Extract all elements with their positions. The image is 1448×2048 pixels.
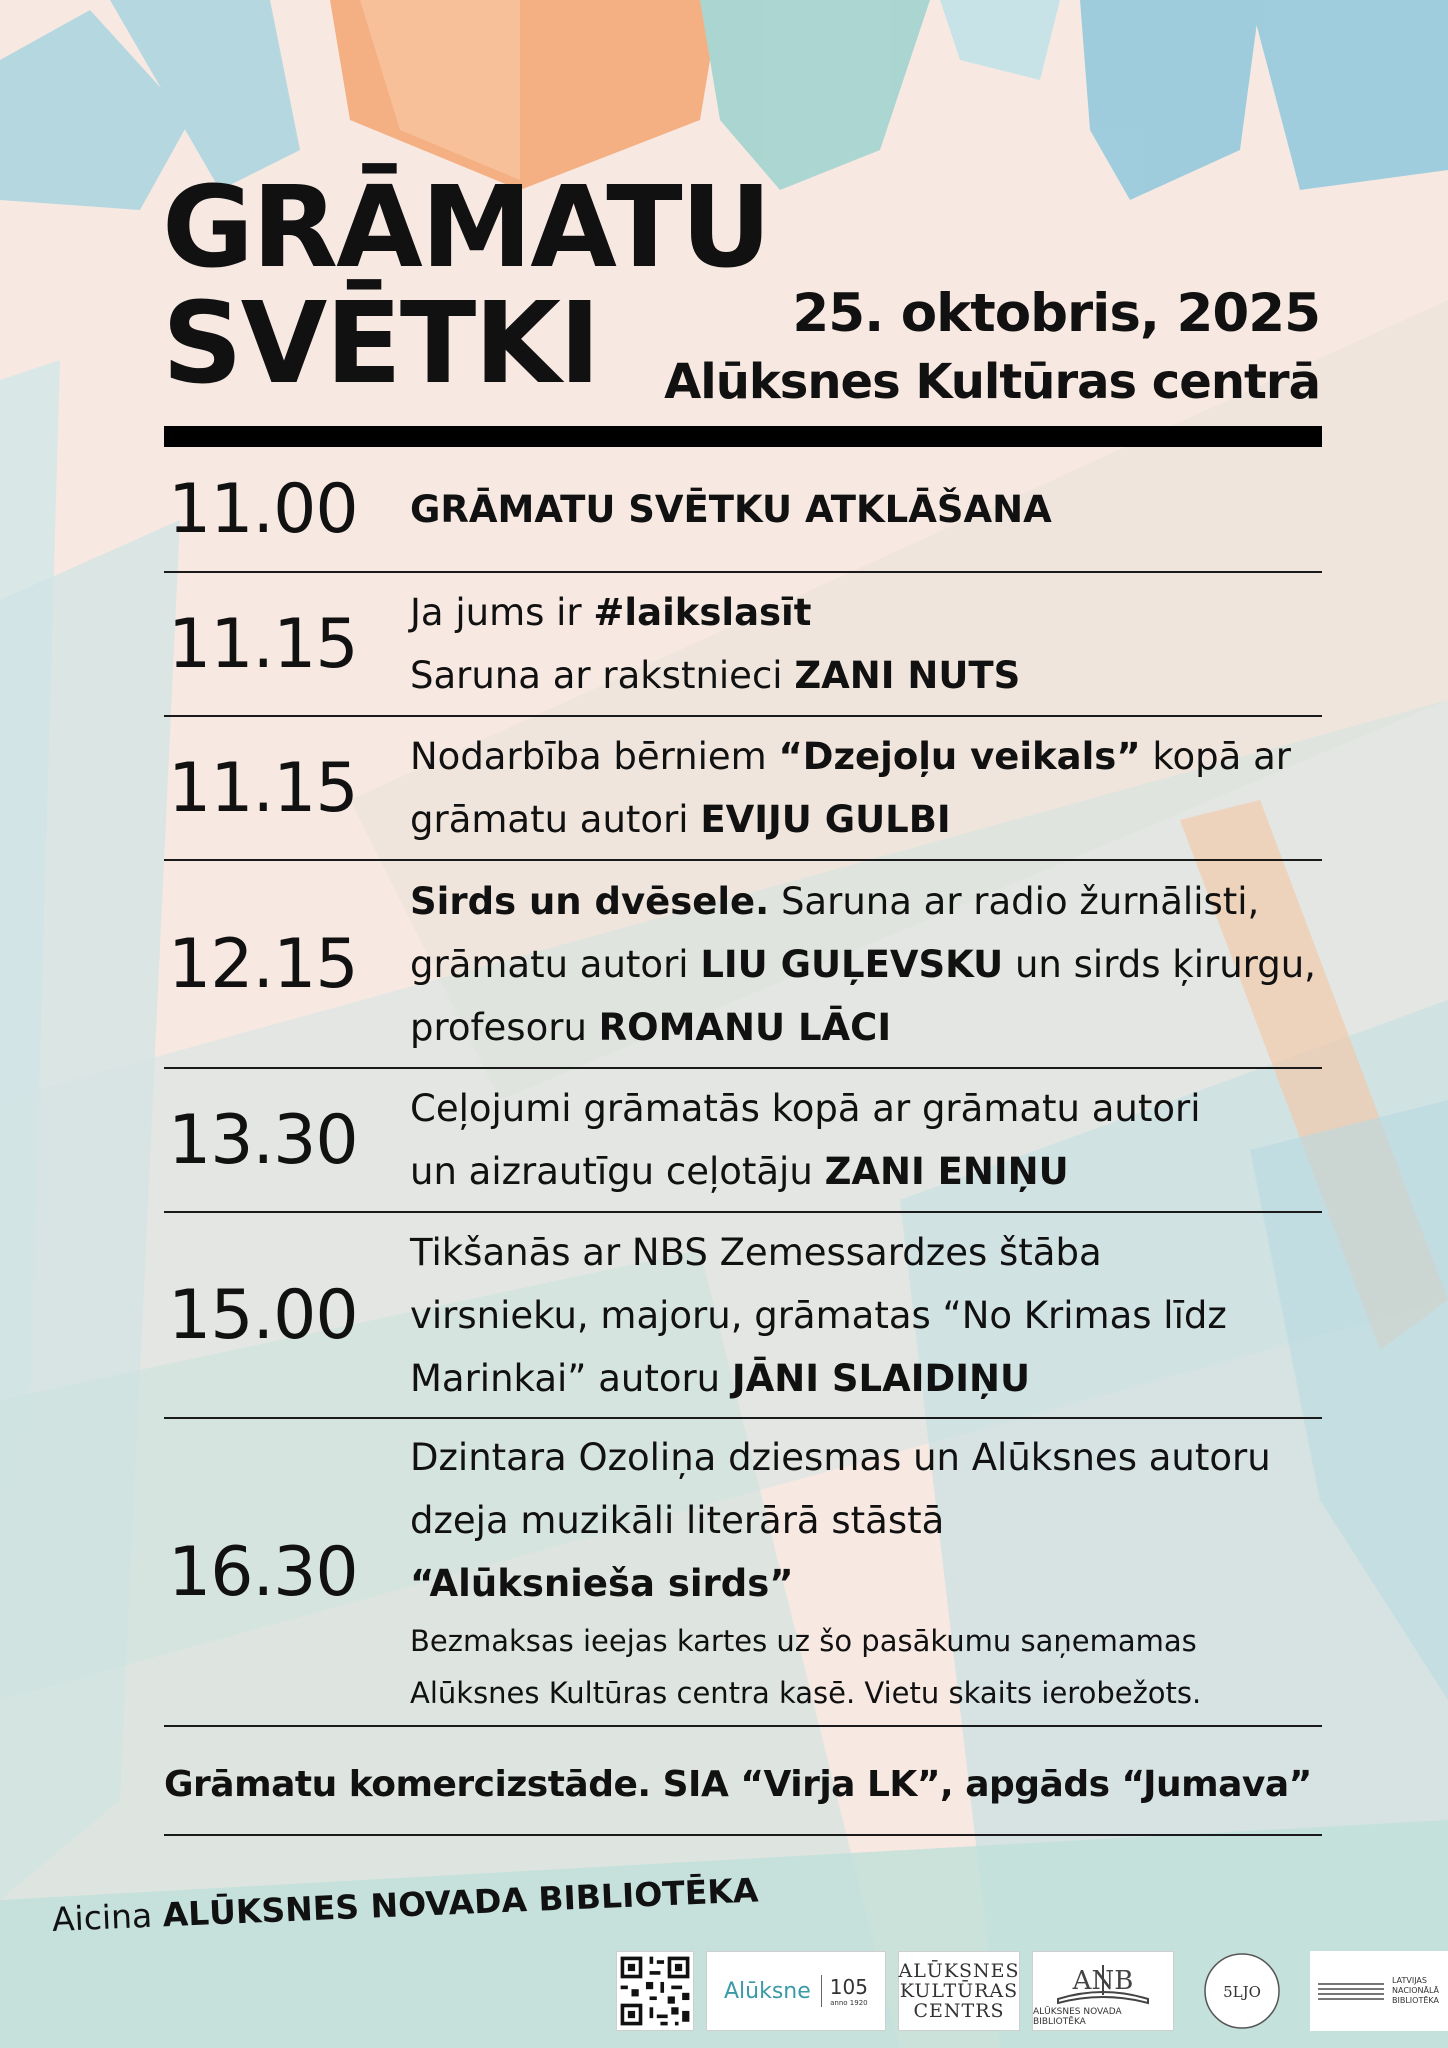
description-line: [410, 1347, 1322, 1410]
schedule-description: [410, 1221, 1322, 1410]
description-line: [410, 644, 1322, 707]
invite-line: [51, 1870, 759, 1939]
text-segment: Saruna ar rakstnieci: [410, 654, 795, 697]
anb-mark: ANB: [1072, 1966, 1134, 1996]
partner-logos: [616, 1951, 1448, 2033]
lnb-stripes-icon: [1316, 1979, 1386, 2003]
exhibition-note: Grāmatu komercizstāde. SIA “Virja LK”, apgāds “Jumava”: [164, 1734, 1322, 1836]
header-divider: [164, 426, 1322, 447]
text-segment: Ceļojumi grāmatās kopā ar grāmatu autori: [410, 1087, 1201, 1130]
description-line: [410, 725, 1322, 788]
schedule-row: [164, 717, 1322, 861]
schedule-description: [410, 725, 1322, 851]
schedule-row: [164, 861, 1322, 1069]
description-line: [410, 1426, 1322, 1489]
description-line: [410, 1489, 1322, 1552]
open-book-icon: [1053, 1955, 1153, 2007]
aluksne-105-logo: [706, 1951, 886, 2031]
highlighted-text: EVIJU GULBI: [700, 798, 951, 841]
description-line: [410, 996, 1322, 1059]
text-segment: Tikšanās ar NBS Zemessardzes štāba: [410, 1230, 1102, 1274]
highlighted-text: “Dzejoļu veikals”: [778, 735, 1141, 778]
schedule-description: [410, 870, 1322, 1059]
description-line: [410, 478, 1322, 541]
highlighted-text: “Alūksnieša sirds”: [410, 1561, 794, 1605]
schedule-row: [164, 1213, 1322, 1419]
title-line-2: SVĒTKI: [162, 279, 599, 409]
text-segment: un sirds ķirurgu,: [1003, 942, 1316, 986]
aluksne-number: 105: [829, 1975, 868, 1999]
schedule-time: 15.00: [168, 1275, 358, 1355]
highlighted-text: JĀNI SLAIDIŅU: [731, 1356, 1031, 1400]
highlighted-text: ROMANU LĀCI: [598, 1005, 892, 1049]
text-segment: grāmatu autori: [410, 942, 701, 986]
schedule-description: [410, 1077, 1322, 1203]
text-segment: Saruna ar radio žurnālisti,: [769, 879, 1260, 923]
highlighted-text: #laikslasīt: [593, 591, 812, 634]
text-segment: Bezmaksas ieejas kartes uz šo pasākumu saņemamas: [410, 1623, 1197, 1658]
schedule-time: 16.30: [168, 1532, 358, 1612]
schedule-time: 11.15: [168, 748, 358, 828]
aluksne-years: anno 1920: [830, 1999, 868, 2007]
schedule-time: 12.15: [168, 924, 358, 1004]
highlighted-text: ZANI NUTS: [794, 654, 1021, 697]
text-segment: Dzintara Ozoliņa dziesmas un Alūksnes autoru: [410, 1435, 1271, 1479]
description-line: [410, 1615, 1322, 1667]
text-segment: virsnieku, majoru, grāmatas “No Krimas līdz: [410, 1293, 1227, 1337]
highlighted-text: GRĀMATU SVĒTKU ATKLĀŠANA: [410, 487, 1052, 531]
schedule-description: [410, 478, 1322, 541]
lnb-name: LATVIJAS NACIONĀLĀ BIBLIOTĒKA: [1392, 1976, 1439, 2005]
text-segment: Alūksnes Kultūras centra kasē. Vietu skaits ierobežots.: [410, 1675, 1202, 1710]
qr-code-icon[interactable]: [616, 1951, 694, 2031]
akc-line-1: ALŪKSNES: [898, 1960, 1020, 1982]
schedule-table: [164, 447, 1322, 1727]
description-line: [410, 1221, 1322, 1284]
schedule-description: [410, 1426, 1322, 1719]
library-logo-name: ALŪKSNES NOVADA BIBLIOTĒKA: [1033, 2007, 1122, 2027]
circular-seal-icon: [1202, 1951, 1282, 2031]
description-line: [410, 581, 1322, 644]
description-line: [410, 788, 1322, 851]
description-line: [410, 1077, 1322, 1140]
text-segment: grāmatu autori: [410, 798, 701, 841]
highlighted-text: Sirds un dvēsele.: [410, 879, 770, 923]
description-line: [410, 933, 1322, 996]
library-logo: [1032, 1951, 1174, 2031]
text-segment: dzeja muzikāli literārā stāstā: [410, 1498, 945, 1542]
schedule-time: 11.15: [168, 604, 358, 684]
text-segment: profesoru: [410, 1005, 599, 1049]
text-segment: un aizrautīgu ceļotāju: [410, 1150, 825, 1193]
schedule-row: [164, 447, 1322, 573]
highlighted-text: ZANI ENIŅU: [824, 1150, 1069, 1193]
text-segment: Ja jums ir: [410, 591, 594, 634]
schedule-row: [164, 573, 1322, 717]
aluksne-word: Alūksne: [724, 1978, 811, 2004]
schedule-time: 13.30: [168, 1100, 358, 1180]
latviesu-gramatai-logo: [1186, 1951, 1298, 2031]
schedule-row: [164, 1419, 1322, 1727]
text-segment: kopā ar: [1140, 735, 1291, 778]
schedule-description: [410, 581, 1322, 707]
description-line: [410, 1140, 1322, 1203]
event-venue: Alūksnes Kultūras centrā: [664, 354, 1320, 410]
schedule-row: [164, 1069, 1322, 1213]
akc-line-3: CENTRS: [913, 2000, 1005, 2022]
text-segment: Nodarbība bērniem: [410, 735, 779, 778]
description-line: [410, 1552, 1322, 1615]
akc-line-2: KULTŪRAS: [899, 1980, 1019, 2002]
highlighted-text: LIU GUĻEVSKU: [700, 942, 1004, 986]
text-segment: Marinkai” autoru: [410, 1356, 732, 1400]
invite-organizer: ALŪKSNES NOVADA BIBLIOTĒKA: [161, 1870, 760, 1935]
description-line: [410, 1284, 1322, 1347]
invite-prefix: Aicina: [51, 1895, 164, 1939]
schedule-time: 11.00: [168, 469, 358, 549]
title-line-1: GRĀMATU: [162, 163, 770, 293]
description-line: [410, 870, 1322, 933]
description-line: [410, 1667, 1322, 1719]
national-library-logo: [1310, 1951, 1448, 2031]
event-date: 25. oktobris, 2025: [792, 283, 1320, 344]
seal-mark: 5LJO: [1223, 1983, 1261, 2001]
kulturas-centrs-logo: [898, 1951, 1020, 2031]
